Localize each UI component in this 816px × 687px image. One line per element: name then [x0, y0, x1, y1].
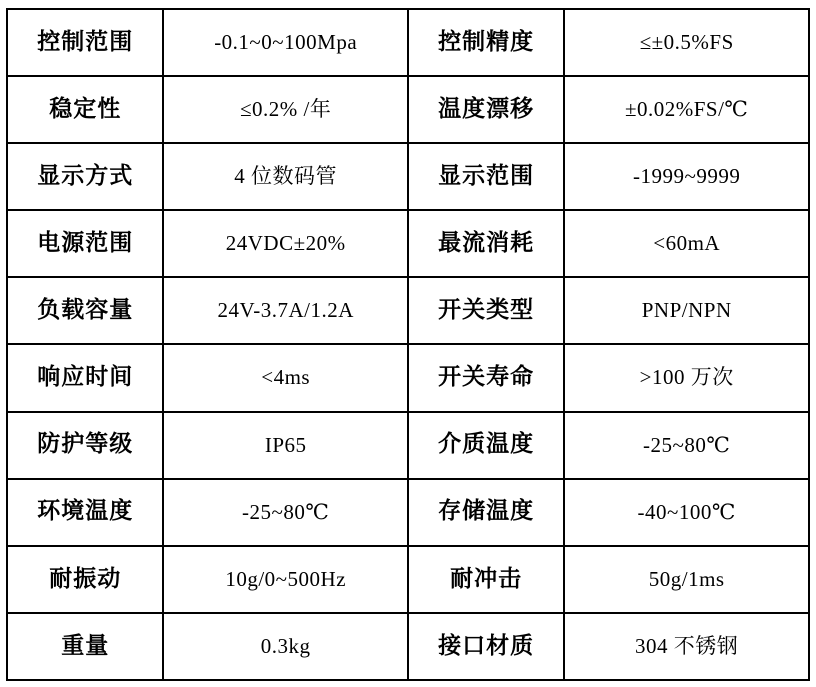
param-label: 耐振动 — [7, 546, 163, 613]
param-value: ≤±0.5%FS — [564, 9, 809, 76]
param-label: 开关寿命 — [408, 344, 564, 411]
param-label: 耐冲击 — [408, 546, 564, 613]
param-label: 介质温度 — [408, 412, 564, 479]
param-value: <60mA — [564, 210, 809, 277]
table-row — [7, 613, 809, 680]
param-value: 24VDC±20% — [163, 210, 408, 277]
param-label: 显示方式 — [7, 143, 163, 210]
specification-table — [6, 8, 810, 681]
param-value: -0.1~0~100Mpa — [163, 9, 408, 76]
param-value: -25~80℃ — [163, 479, 408, 546]
param-value: <4ms — [163, 344, 408, 411]
table-row — [7, 344, 809, 411]
param-value: ±0.02%FS/℃ — [564, 76, 809, 143]
param-label: 重量 — [7, 613, 163, 680]
param-label: 防护等级 — [7, 412, 163, 479]
param-value: PNP/NPN — [564, 277, 809, 344]
table-row — [7, 412, 809, 479]
param-label: 环境温度 — [7, 479, 163, 546]
param-value: 304 不锈钢 — [564, 613, 809, 680]
table-row — [7, 143, 809, 210]
param-value: 50g/1ms — [564, 546, 809, 613]
table-row — [7, 9, 809, 76]
table-row — [7, 546, 809, 613]
param-value: -25~80℃ — [564, 412, 809, 479]
table-row — [7, 76, 809, 143]
param-value: -40~100℃ — [564, 479, 809, 546]
param-value: -1999~9999 — [564, 143, 809, 210]
param-value: ≤0.2% /年 — [163, 76, 408, 143]
table-row — [7, 479, 809, 546]
param-value: 0.3kg — [163, 613, 408, 680]
param-value: 10g/0~500Hz — [163, 546, 408, 613]
param-label: 温度漂移 — [408, 76, 564, 143]
param-label: 存储温度 — [408, 479, 564, 546]
param-label: 最流消耗 — [408, 210, 564, 277]
param-value: >100 万次 — [564, 344, 809, 411]
param-label: 开关类型 — [408, 277, 564, 344]
param-value: 4 位数码管 — [163, 143, 408, 210]
param-label: 控制范围 — [7, 9, 163, 76]
param-label: 响应时间 — [7, 344, 163, 411]
param-label: 负载容量 — [7, 277, 163, 344]
param-label: 显示范围 — [408, 143, 564, 210]
param-value: IP65 — [163, 412, 408, 479]
param-label: 电源范围 — [7, 210, 163, 277]
param-value: 24V-3.7A/1.2A — [163, 277, 408, 344]
table-row — [7, 210, 809, 277]
param-label: 控制精度 — [408, 9, 564, 76]
param-label: 稳定性 — [7, 76, 163, 143]
param-label: 接口材质 — [408, 613, 564, 680]
table-row — [7, 277, 809, 344]
